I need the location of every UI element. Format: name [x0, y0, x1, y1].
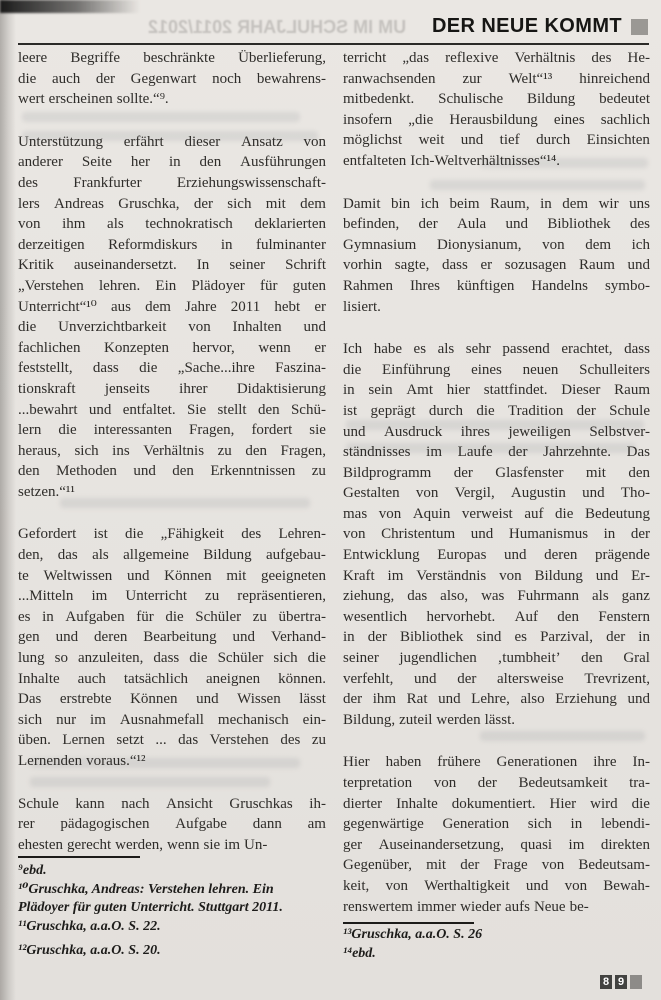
text-line: sich nur im Ausnahmefall mechanisch ein-: [18, 711, 326, 728]
text-line: ständnisses im Laufe der Jahrzehnte. Das: [343, 444, 650, 461]
scan-corner-shadow: [0, 0, 140, 13]
text-line: lung so anzuleiten, dass die Schüler sich die: [18, 650, 326, 667]
text-line: lisiert.: [343, 298, 381, 315]
text-line: die auch der Gegenwart noch bewahrens-: [18, 70, 326, 87]
paragraph: [343, 194, 650, 318]
text-line: ziehung, das also, was Fuhrmann als ganz: [343, 588, 650, 605]
text-line: feststellt, dass die „Sache...ihre Faszina-: [18, 360, 326, 377]
text-line: Rahmen Ihres künftigen Handelns symbo-: [343, 277, 650, 294]
footnote-line: ¹²Gruschka, a.a.O. S. 20.: [18, 943, 161, 958]
text-line: ...Mitteln im Unterricht zu repräsentieren,: [18, 588, 326, 605]
text-line: ranwachsenden zur Welt“¹³ hinreichend: [343, 70, 650, 87]
text-line: lern die interessanten Fragen, fordert sie: [18, 422, 326, 439]
text-line: Unterstützung erfährt dieser Ansatz von: [18, 133, 326, 150]
text-line: Unterricht“¹⁰ aus dem Jahre 2011 hebt er: [18, 298, 326, 315]
text-line: Ich habe es als sehr passend erachtet, dass: [343, 341, 650, 358]
text-line: ist geprägt durch die Tradition der Schule: [343, 402, 650, 419]
text-line: mas von Aquin verweist auf die Bedeutung: [343, 505, 650, 522]
paragraph: [18, 524, 326, 771]
text-line: rer pädagogischen Aufgabe dann am: [18, 816, 326, 833]
page-number: [600, 975, 642, 989]
text-line: vorhin sagte, dass er sozusagen Raum und: [343, 257, 650, 274]
text-line: Kraft im Verständnis von Bildung und Er-: [343, 567, 650, 584]
text-line: in sein Amt hier stattfindet. Dieser Raum: [343, 382, 650, 399]
text-line: „Verstehen lehren. Ein Plädoyer für guten: [18, 277, 326, 294]
right-column: [343, 48, 650, 939]
text-line: Kritik auseinandersetzt. In seiner Schrift: [18, 257, 326, 274]
text-line: befinden, der Aula und Bibliothek des: [343, 216, 650, 233]
text-line: Das erstrebte Können und Wissen lässt: [18, 691, 326, 708]
text-line: keit, von Werthaltigkeit und von Bewah-: [343, 877, 650, 894]
footnote-line: ⁹ebd.: [18, 863, 47, 878]
text-line: anderer Seite her in den Ausführungen: [18, 154, 326, 171]
text-line: wert erscheinen sollte.“⁹.: [18, 91, 169, 108]
footnotes-right: [343, 926, 655, 963]
paragraph: [343, 339, 650, 730]
footnote-line: ¹⁴ebd.: [343, 945, 376, 961]
text-line: Damit bin ich beim Raum, in dem wir uns: [343, 195, 650, 212]
text-line: entfalteten Ich-Weltverhältnisses“¹⁴.: [343, 152, 561, 169]
text-line: der ihm Rat und Lehre, also Erziehung und: [343, 691, 650, 708]
paragraph: [18, 132, 326, 503]
page-title: DER NEUE KOMMT: [431, 15, 622, 37]
header-accent-square-icon: [631, 19, 648, 35]
text-line: des Frankfurter Erziehungswissenschaft-: [18, 174, 326, 191]
header-rule: [18, 43, 649, 45]
paragraph: [343, 752, 650, 917]
text-line: den, das als allgemeine Bildung aufgebau-: [18, 547, 326, 564]
text-line: Gymnasium Dionysianum, von dem ich: [343, 236, 650, 253]
text-line: Bildprogramm der Glasfenster mit den: [343, 464, 650, 481]
bleedthrough-ghost-header: UM IM SCHULJAHR 2011/2012: [148, 17, 407, 37]
text-line: dierter Inhalte dokumentiert. Hier wird die: [343, 795, 650, 812]
text-line: tionskraft jenseits ihrer Didaktisierung: [18, 380, 326, 397]
text-line: Lernenden voraus.“¹²: [18, 753, 146, 769]
text-line: ...bewahrt und entfaltet. Sie stellt den Schü-: [18, 401, 326, 418]
footnote-line: Plädoyer für guten Unterricht. Stuttgart 2011.: [18, 900, 283, 915]
footnote-separator-right: [343, 922, 474, 924]
text-line: Gegenüber, mit der Frage von Bedeutsam-: [343, 857, 650, 874]
text-line: die Einführung eines neuen Schulleiters: [343, 361, 650, 378]
text-line: fachlichen Konzepten hervor, wenn er: [18, 339, 326, 356]
text-line: insofern „die Herausbildung eines sachlich: [343, 111, 650, 128]
text-line: den Methoden und den Erkenntnissen zu: [18, 463, 326, 480]
paragraph: [18, 794, 326, 856]
text-line: ehesten gerecht werden, wenn sie im Un-: [18, 836, 268, 853]
text-line: mitbedenkt. Schulische Bildung bedeutet: [343, 91, 650, 108]
footnotes-left: [18, 862, 330, 961]
text-line: üben. Lernen setzt ... das Verstehen des zu: [18, 732, 326, 749]
text-line: Schule kann nach Ansicht Gruschkas ih-: [18, 795, 326, 812]
scan-edge-shadow: [0, 0, 16, 1000]
footnote-line: ¹¹Gruschka, a.a.O. S. 22.: [18, 918, 161, 934]
text-line: setzen.“¹¹: [18, 483, 75, 500]
text-line: es in Aufgaben für die Schüler zu übertra-: [18, 608, 326, 625]
text-line: terricht „das reflexive Verhältnis des He-: [343, 50, 650, 66]
text-line: derzeitigen Reformdiskurs in fulminanter: [18, 236, 326, 253]
text-line: und Ausdruck ihres jeweiligen Selbstver-: [343, 423, 650, 440]
text-line: verfehlt, und der altersweise Trevrizent,: [343, 670, 650, 687]
text-line: Inhalte auch tatsächlich aneignen können.: [18, 670, 326, 687]
page-number-digit: 8: [600, 975, 612, 989]
text-line: ger Auseinandersetzung, quasi im direkten: [343, 836, 650, 853]
footnote-separator-left: [18, 856, 140, 858]
text-line: heraus, sich ins Verhältnis zu den Fragen,: [18, 442, 326, 459]
text-line: von ihm als technokratisch deklarierten: [18, 216, 326, 233]
text-line: in der Bibliothek sind es Parzival, der in: [343, 629, 650, 646]
text-line: leere Begriffe beschränkte Überlieferung,: [18, 50, 326, 66]
footnote-line: ¹³Gruschka, a.a.O. S. 26: [343, 927, 483, 942]
text-line: terpretation von der Bedeutsamkeit tra-: [343, 775, 650, 791]
page-number-accent-square-icon: [630, 975, 642, 989]
text-line: Entwicklung Europas und deren prägende: [343, 547, 650, 564]
text-line: möglichst weit und tief durch Einsichten: [343, 132, 650, 149]
page-number-digit: 9: [615, 975, 627, 989]
text-line: te Weltwissen und Können mit geeigneten: [18, 567, 326, 584]
paragraph: [18, 48, 326, 110]
page-header: [432, 15, 648, 38]
text-line: Gestalten von Vergil, Augustin und Tho-: [343, 485, 650, 502]
text-line: lers Andreas Gruschka, der sich mit dem: [18, 195, 326, 212]
text-line: seiner jugendlichen ‚tumbheit’ den Gral: [343, 650, 650, 667]
text-line: Bildung, zuteil werden lässt.: [343, 711, 515, 728]
text-line: Gefordert ist die „Fähigkeit des Lehren-: [18, 526, 326, 543]
paragraph: [343, 48, 650, 172]
left-column: [18, 48, 326, 877]
text-line: gegenwärtige Generation sich in lebendi-: [343, 816, 650, 833]
text-line: von Christentum und Humanismus in der: [343, 526, 650, 543]
text-line: renswertem immer wieder aufs Neue be-: [343, 898, 589, 915]
footnote-line: ¹⁰Gruschka, Andreas: Verstehen lehren. Ein: [18, 881, 274, 897]
text-line: die Unverzichtbarkeit von Inhalten und: [18, 319, 326, 336]
text-line: gen und deren Bearbeitung und Verhand-: [18, 629, 326, 646]
text-line: wesentlich hervorhebt. Auf den Fenstern: [343, 608, 650, 625]
text-line: Hier haben frühere Generationen ihre In-: [343, 754, 650, 771]
